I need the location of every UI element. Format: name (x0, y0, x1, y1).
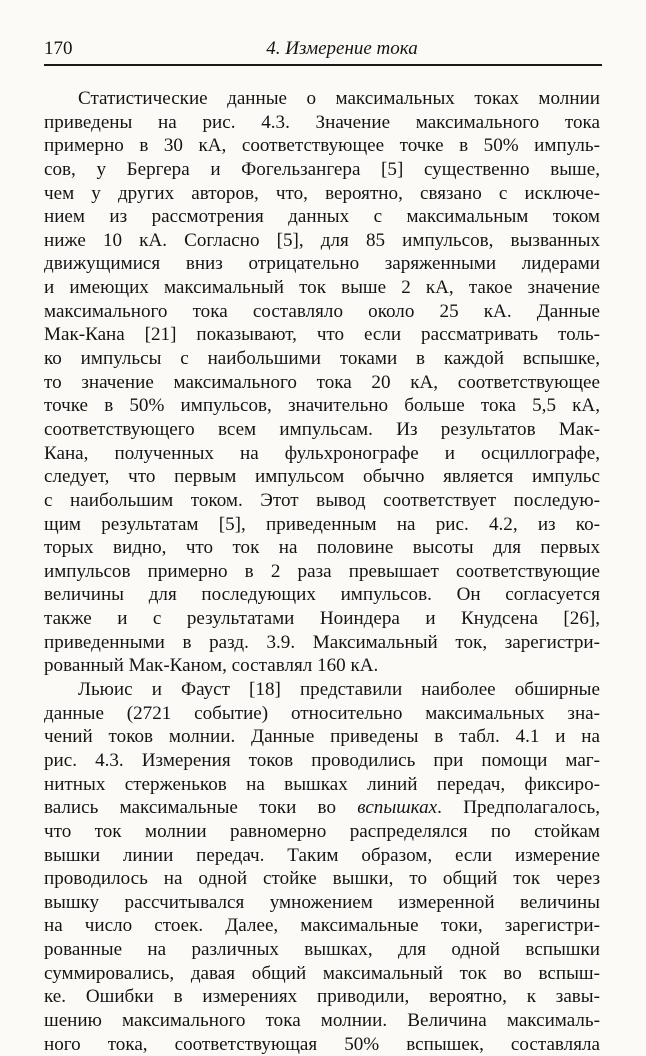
paragraph-1 (44, 87, 600, 678)
text-line: соответствующего всем импульсам. Из результатов Мак- (44, 418, 600, 440)
text-line: ко импульсы с наибольшими токами в каждой вспышке, (44, 348, 600, 370)
header-rule (44, 64, 602, 66)
text-line: максимального тока составляло около 25 кА. Данные (44, 300, 600, 322)
text-line: ниже 10 кА. Согласно [5], для 85 импульсов, вызванных (44, 229, 600, 251)
text-line: Мак-Кана [21] показывают, что если рассматривать толь- (44, 324, 600, 346)
text-line: и имеющих максимальный ток выше 2 кА, такое значение (44, 277, 600, 299)
text-line: точке в 50% импульсов, значительно больше тока 5,5 кА, (44, 395, 600, 417)
text-line: ке. Ошибки в измерениях приводили, вероятно, к завы- (44, 986, 600, 1008)
text-line: данные (2721 событие) относительно максимальных зна- (44, 702, 600, 724)
text-line: импульсов примерно в 2 раза превышает соответствующие (44, 560, 600, 582)
italic-term: вспышках (357, 797, 438, 819)
text-line: рованные на различных вышках, для одной вспышки (44, 939, 600, 961)
text-line: приведены на рис. 4.3. Значение максимального тока (44, 111, 600, 133)
text-line: движущимися вниз отрицательно заряженными лидерами (44, 253, 600, 275)
text-line: рис. 4.3. Измерения токов проводились при помощи маг- (44, 749, 600, 771)
body-text (44, 87, 600, 1056)
text-line: вышку рассчитывался умножением измеренной величины (44, 891, 600, 913)
text-line: щим результатам [5], приведенным на рис. 4.2, из ко- (44, 513, 600, 535)
text-line: Льюис и Фауст [18] представили наиболее обширные (78, 679, 600, 701)
text-line: величины для последующих импульсов. Он согласуется (44, 584, 600, 606)
text-span: . Предполагалось, (437, 797, 600, 819)
text-line: чений токов молнии. Данные приведены в табл. 4.1 и на (44, 726, 600, 748)
text-line: проводилось на одной стойке вышки, то общий ток через (44, 868, 600, 890)
text-line: примерно в 30 кА, соответствующее точке в 50% импуль- (44, 135, 600, 157)
page-header (44, 36, 600, 62)
text-line: рованный Мак-Каном, составлял 160 кА. (44, 655, 379, 677)
text-line: приведенными в разд. 3.9. Максимальный ток, зарегистри- (44, 631, 600, 653)
text-line: нитных стерженьков на вышках линий передач, фиксиро- (44, 773, 600, 795)
text-line: сов, у Бергера и Фогельзангера [5] существенно выше, (44, 158, 600, 180)
text-line: на число стоек. Далее, максимальные токи, зарегистри- (44, 915, 600, 937)
text-line: следует, что первым импульсом обычно является импульс (44, 466, 600, 488)
text-line-mixed (44, 796, 600, 820)
text-line: чем у других авторов, что, вероятно, связано с исключе- (44, 182, 600, 204)
text-line: шению максимального тока молнии. Величина максималь- (44, 1009, 600, 1031)
text-line: торых видно, что ток на половине высоты для первых (44, 537, 600, 559)
text-line: вышки линии передач. Таким образом, если измерение (44, 844, 600, 866)
text-line: нием из рассмотрения данных с максимальным током (44, 206, 600, 228)
text-line: то значение максимального тока 20 кА, соответствующее (44, 371, 600, 393)
text-line: с наибольшим током. Этот вывод соответствует последую- (44, 489, 600, 511)
text-line: суммировались, давая общий максимальный ток во вспыш- (44, 962, 600, 984)
paragraph-2 (44, 678, 600, 1056)
page-number: 170 (44, 38, 73, 59)
running-title: 4. Измерение тока (266, 38, 418, 59)
text-line: что ток молнии равномерно распределялся по стойкам (44, 820, 600, 842)
text-span: вались максимальные токи во (44, 797, 358, 819)
text-line: ного тока, соответствующая 50% вспышек, составляла (44, 1033, 600, 1055)
text-line: Кана, полученных на фульхронографе и осциллографе, (44, 442, 600, 464)
text-line: Статистические данные о максимальных токах молнии (78, 88, 600, 109)
text-line: также и с результатами Ноиндера и Кнудсена [26], (44, 608, 600, 630)
